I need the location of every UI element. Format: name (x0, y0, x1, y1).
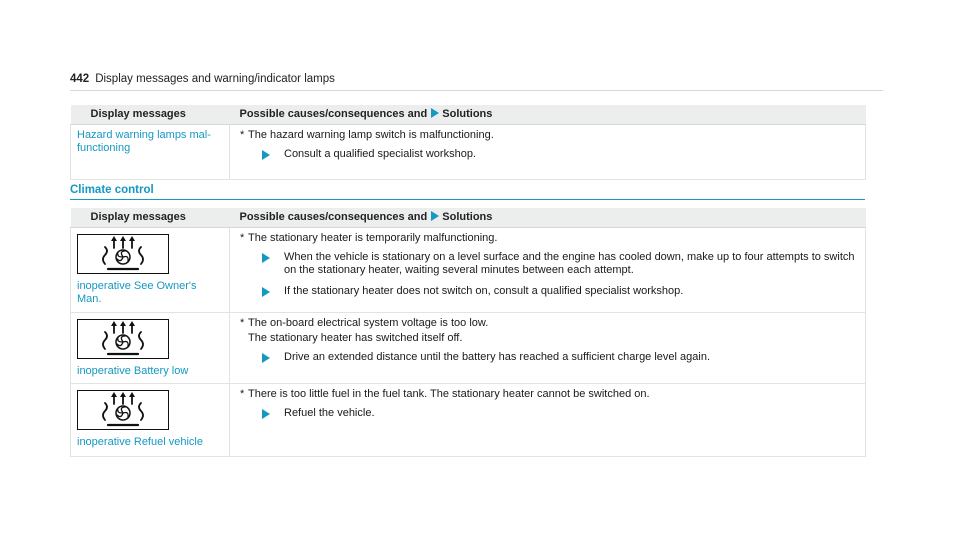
display-message: Hazard warning lamps mal- functioning (77, 129, 211, 154)
climate-table (70, 208, 866, 457)
table-header-row (71, 105, 866, 125)
table-row (71, 228, 866, 313)
col-header-causes (230, 208, 866, 228)
stationary-heater-icon (77, 234, 169, 274)
col-header-solutions-text: Solutions (442, 211, 493, 223)
solution-text: When the vehicle is stationary on a level surface and the engine has cooled down, make up to four attempts to switch on the stationary heater, waiting several minutes between each attempt. (284, 251, 855, 276)
arrow-right-icon (262, 253, 270, 263)
cause: * The on-board electrical system voltage is too low. The stationary heater has switched itself off. (236, 317, 859, 345)
solution-text: Consult a qualified specialist workshop. (284, 148, 476, 160)
page-header-title: Display messages and warning/indicator lamps (95, 73, 335, 85)
display-message: inoperative See Owner's Man. (77, 280, 197, 305)
section-title: Climate control (70, 183, 865, 200)
arrow-right-icon (262, 409, 270, 419)
arrow-right-icon (262, 150, 270, 160)
cause-text: The hazard warning lamp switch is malfunctioning. (248, 129, 494, 141)
col-header-causes-text: Possible causes/consequences and (239, 211, 428, 223)
solution (236, 351, 859, 364)
solution-text: If the stationary heater does not switch on, consult a qualified specialist workshop. (284, 285, 684, 297)
cause: * The stationary heater is temporarily malfunctioning. (240, 232, 498, 244)
display-message: inoperative Refuel vehicle (77, 436, 203, 448)
cause-note: The stationary heater has switched itself off. (248, 332, 463, 344)
solution (236, 407, 859, 420)
table-header-row (71, 208, 866, 228)
display-message: inoperative Battery low (77, 365, 189, 377)
page-header (70, 68, 883, 91)
page-number: 442 (70, 73, 90, 85)
solution-text: Refuel the vehicle. (284, 407, 375, 419)
table-row (71, 384, 866, 457)
cause-text: The on-board electrical system voltage is too low. (248, 317, 489, 329)
arrow-right-icon (431, 211, 439, 221)
cause-text: There is too little fuel in the fuel tank. The stationary heater cannot be switched on. (248, 388, 650, 400)
col-header-display-messages: Display messages (71, 208, 230, 228)
table-row (71, 313, 866, 384)
cause: * The hazard warning lamp switch is malfunctioning. (240, 129, 494, 141)
solution (236, 285, 859, 298)
cause-text: The stationary heater is temporarily malfunctioning. (248, 232, 498, 244)
hazard-table (70, 105, 866, 180)
stationary-heater-icon (77, 390, 169, 430)
solution-text: Drive an extended distance until the battery has reached a sufficient charge level again. (284, 351, 711, 363)
arrow-right-icon (262, 353, 270, 363)
col-header-causes-text: Possible causes/consequences and (239, 108, 428, 120)
arrow-right-icon (431, 108, 439, 118)
table-row (71, 125, 866, 180)
solution (236, 251, 859, 277)
col-header-solutions-text: Solutions (442, 108, 493, 120)
arrow-right-icon (262, 287, 270, 297)
col-header-causes (230, 105, 866, 125)
cause: * There is too little fuel in the fuel tank. The stationary heater cannot be switched on. (240, 388, 650, 400)
col-header-display-messages: Display messages (71, 105, 230, 125)
stationary-heater-icon (77, 319, 169, 359)
solution (236, 148, 859, 161)
